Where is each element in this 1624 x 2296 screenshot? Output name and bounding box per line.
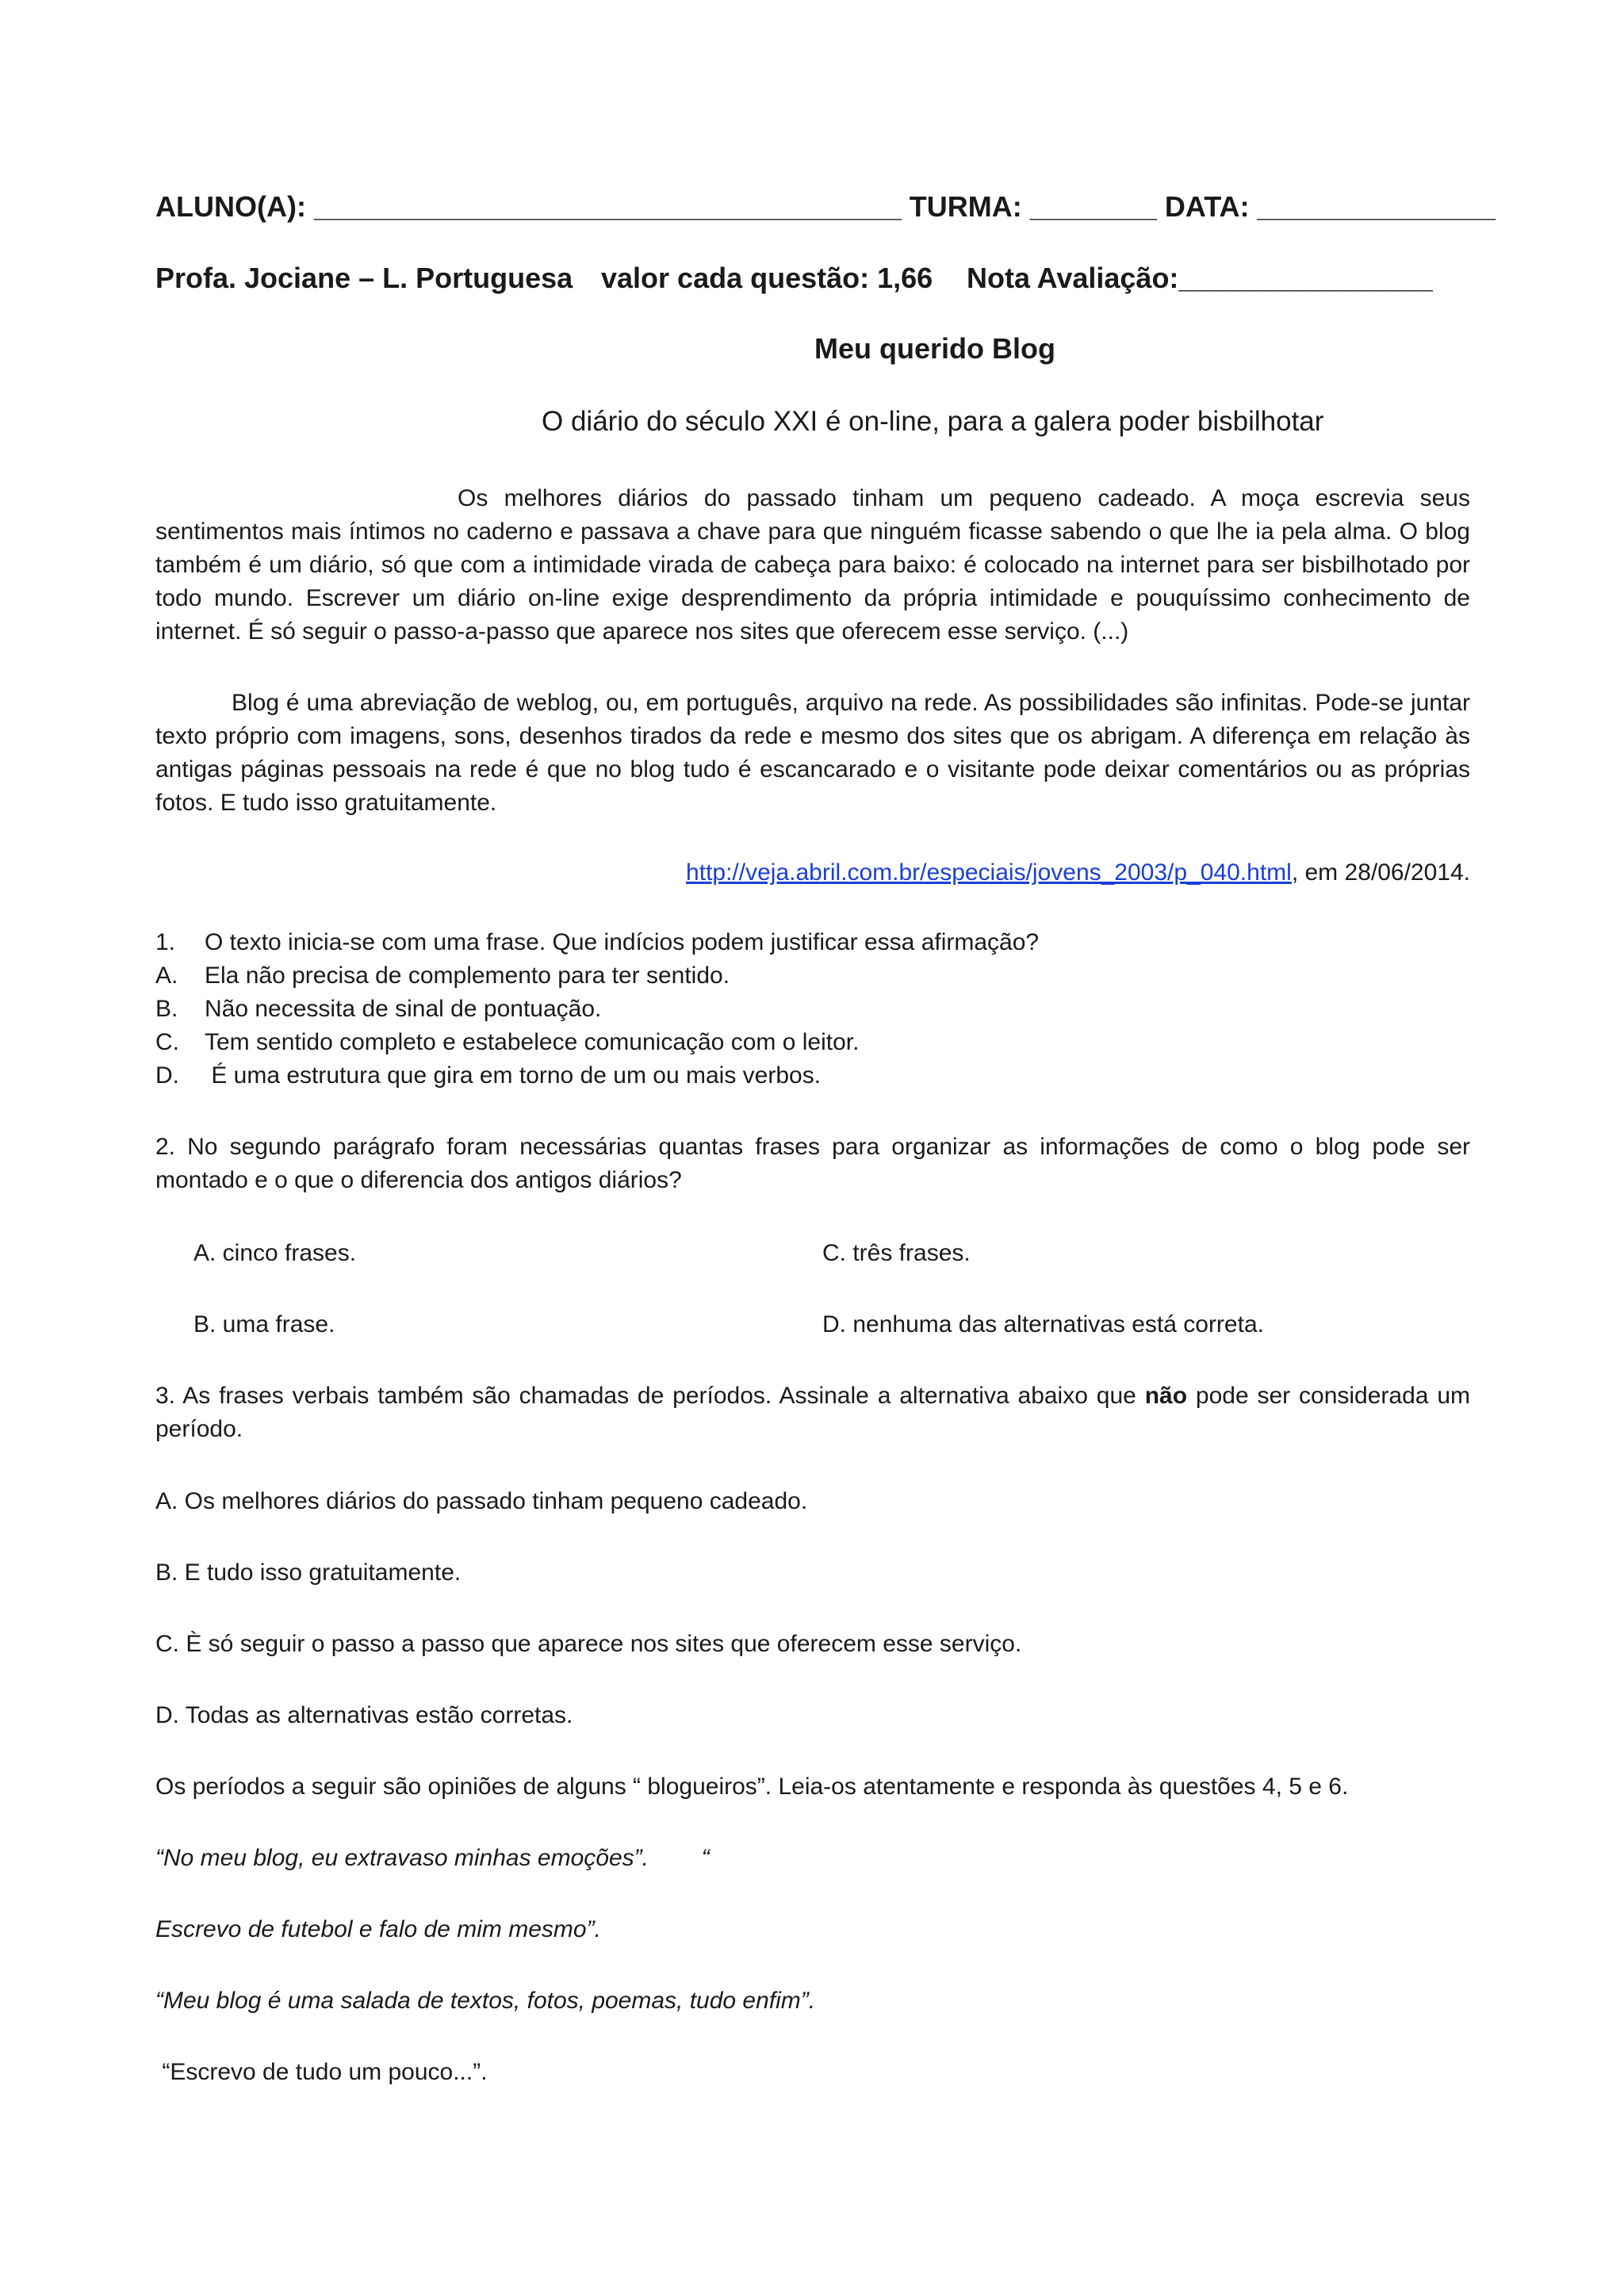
quote-1: “No meu blog, eu extravaso minhas emoções”. “ — [155, 1845, 710, 1871]
q3-option-d[interactable]: D. Todas as alternativas estão corretas. — [155, 1702, 573, 1728]
q3-text-post: pode ser considerada um período. — [155, 1383, 1470, 1442]
option-mark: C. — [155, 1029, 179, 1055]
quote-2: Escrevo de futebol e falo de mim mesmo”. — [155, 1916, 601, 1942]
q3-question — [155, 1380, 1470, 1446]
option-text: Tem sentido completo e estabelece comunicação com o leitor. — [205, 1029, 860, 1055]
quote-4: “Escrevo de tudo um pouco...”. — [155, 2059, 488, 2085]
option-text: Ela não precisa de complemento para ter sentido. — [205, 962, 730, 989]
q3-text-pre: 3. As frases verbais também são chamadas de períodos. Assinale a alternativa abaixo que — [155, 1383, 1145, 1409]
header-question-value: valor cada questão: 1,66 — [601, 262, 933, 294]
q1-text: O texto inicia-se com uma frase. Que indícios podem justificar essa afirmação? — [205, 929, 1040, 955]
option-mark: A. — [155, 962, 178, 989]
source-date: , em 28/06/2014. — [1291, 859, 1470, 886]
option-text: É uma estrutura que gira em torno de um ou mais verbos. — [205, 1062, 822, 1089]
q1-option-a[interactable] — [155, 959, 730, 993]
q2-question: 2. No segundo parágrafo foram necessárias quantas frases para organizar as informações de como o blog pode ser montado e o que o diferencia dos antigos diários? — [155, 1134, 1470, 1193]
header-teacher: Profa. Jociane – L. Portuguesa — [155, 262, 573, 294]
q2-option-d[interactable]: D. nenhuma das alternativas está correta. — [822, 1311, 1264, 1337]
q3-option-a[interactable]: A. Os melhores diários do passado tinham pequeno cadeado. — [155, 1488, 808, 1514]
q1-question — [155, 926, 1039, 959]
q1-option-b[interactable] — [155, 993, 601, 1026]
q2-option-b[interactable]: B. uma frase. — [193, 1311, 335, 1337]
q1-number: 1. — [155, 929, 176, 955]
text-subtitle: O diário do século XXI é on-line, para a galera poder bisbilhotar — [542, 406, 1324, 437]
q3-option-b[interactable]: B. E tudo isso gratuitamente. — [155, 1559, 462, 1586]
text-title: Meu querido Blog — [814, 332, 1055, 365]
header-grade: Nota Avaliação:________________ — [967, 262, 1433, 294]
q2-option-a[interactable]: A. cinco frases. — [193, 1240, 357, 1266]
q3-text-bold: não — [1144, 1383, 1188, 1409]
header-line-student: ALUNO(A): _____________________________________ TURMA: ________ DATA: _______________ — [155, 190, 1496, 223]
text-paragraph-2: Blog é uma abreviação de weblog, ou, em português, arquivo na rede. As possibilidades são infinitas. Pode-se juntar texto próprio com imagens, sons, desenhos tirados da rede e mesmo dos sites que os abrigam. A diferença em relação às antigas páginas pessoais na rede é que no blog tudo é escancarado e o visitante pode deixar comentários ou as próprias fotos. E tudo isso gratuitamente. — [155, 690, 1470, 816]
option-mark: B. — [155, 996, 178, 1022]
q1-option-c[interactable] — [155, 1026, 859, 1059]
text-source — [686, 856, 1470, 890]
q3-option-c[interactable]: C. È só seguir o passo a passo que aparece nos sites que oferecem esse serviço. — [155, 1631, 1022, 1657]
source-link[interactable]: http://veja.abril.com.br/especiais/jovens_2003/p_040.html — [686, 859, 1292, 886]
text-paragraph-1: Os melhores diários do passado tinham um pequeno cadeado. A moça escrevia seus sentimentos mais íntimos no caderno e passava a chave para que ninguém ficasse sabendo o que lhe ia pela alma. O blog também é um diário, só que com a intimidade virada de cabeça para baixo: é colocado na internet para ser bisbilhotado por todo mundo. Escrever um diário on-line exige desprendimento da própria intimidade e pouquíssimo conhecimento de internet. É só seguir o passo-a-passo que aparece nos sites que oferecem esse serviço. (...) — [155, 485, 1470, 645]
option-text: Não necessita de sinal de pontuação. — [205, 996, 602, 1022]
q2-option-c[interactable]: C. três frases. — [822, 1240, 971, 1266]
opinions-intro: Os períodos a seguir são opiniões de alguns “ blogueiros”. Leia-os atentamente e responda às questões 4, 5 e 6. — [155, 1774, 1349, 1800]
option-mark: D. — [155, 1062, 179, 1089]
quote-3: “Meu blog é uma salada de textos, fotos, poemas, tudo enfim”. — [155, 1988, 816, 2014]
q1-option-d[interactable] — [155, 1059, 821, 1093]
